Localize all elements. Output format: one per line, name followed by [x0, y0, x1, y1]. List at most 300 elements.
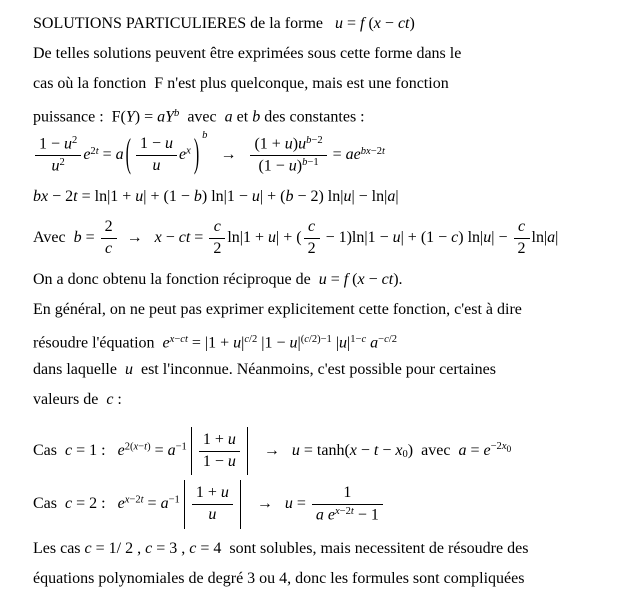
superscript: [125, 495, 144, 506]
formula-log-expansion: [33, 182, 624, 212]
math-variable: c: [451, 229, 459, 247]
math-text: avec: [179, 108, 225, 126]
math-variable: c: [189, 539, 197, 557]
fraction-denominator: [35, 156, 81, 177]
math-text: ) ln|1 −: [201, 188, 252, 206]
math-text: − 1)ln|1 −: [321, 229, 393, 247]
math-text: 1: [343, 484, 352, 502]
superscript: [361, 146, 385, 157]
math-text: puissance : F(: [33, 108, 126, 126]
math-text: (: [364, 15, 374, 32]
math-text: =: [190, 229, 208, 247]
math-text: 2: [104, 218, 113, 236]
math-variable: u: [298, 135, 307, 153]
fraction-denominator: [514, 239, 530, 260]
math-variable: a: [547, 229, 556, 247]
fraction-denominator: [101, 239, 117, 260]
text-run: [532, 229, 559, 246]
math-text: valeurs de: [33, 390, 107, 408]
math-variable: u: [233, 333, 242, 351]
math-variable: t: [140, 495, 144, 507]
subscript: [507, 445, 512, 455]
fraction-numerator: [250, 134, 326, 156]
math-text: →: [251, 441, 292, 459]
math-variable: u: [288, 157, 297, 175]
math-variable: t: [73, 188, 78, 206]
math-variable: x: [124, 495, 130, 507]
math-text: 1 +: [202, 430, 228, 448]
math-variable: c: [384, 333, 389, 345]
fraction: [199, 430, 240, 473]
math-text: −: [138, 441, 145, 453]
math-text: De telles solutions peuvent être exprimées sous cette forme dans le: [33, 45, 462, 62]
math-variable: t: [373, 441, 379, 459]
fraction-denominator: [304, 239, 320, 260]
math-text: −2: [490, 441, 502, 453]
math-text: (: [348, 270, 358, 288]
math-text: Les cas: [33, 539, 85, 557]
text-run: [322, 229, 512, 246]
math-variable: u: [124, 360, 133, 378]
math-text: →: [118, 229, 155, 247]
math-text: −: [378, 333, 385, 345]
math-variable: u: [64, 135, 73, 153]
math-variable: f: [343, 270, 349, 288]
text-run: [329, 146, 361, 163]
text-run: [33, 442, 125, 459]
math-text: −2: [370, 145, 382, 157]
math-text: et: [232, 108, 253, 126]
math-text: Cas: [33, 441, 65, 459]
absolute-value-bars: [184, 480, 241, 529]
math-text: ): [292, 135, 299, 153]
fraction: [136, 134, 177, 177]
math-text: −1: [168, 495, 180, 507]
math-variable: c: [213, 218, 221, 236]
math-text: =: [326, 270, 344, 288]
math-variable: u: [291, 441, 300, 459]
fraction: [514, 217, 530, 260]
superscript: [186, 146, 191, 157]
group-exponent: [202, 130, 207, 141]
para-general-1: [33, 295, 624, 325]
superscript: [60, 157, 65, 168]
fraction: [101, 217, 117, 260]
math-variable: b: [174, 108, 180, 119]
math-variable: x: [133, 441, 139, 453]
math-text: −: [378, 441, 396, 459]
math-variable: a: [458, 441, 467, 459]
math-variable: x: [395, 441, 403, 459]
math-variable: bx: [360, 145, 371, 157]
text-run: [258, 157, 302, 174]
math-text: En général, on ne peut pas exprimer explicitement cette fonction, c'est à dire: [33, 300, 522, 318]
math-text: | + (1 −: [143, 188, 194, 206]
math-text: 0: [506, 445, 512, 456]
math-text: −2: [129, 495, 141, 507]
text-run: [39, 135, 72, 152]
math-variable: ct: [381, 270, 394, 288]
superscript: [350, 334, 366, 345]
math-text: = 2 :: [72, 495, 118, 513]
para-intro-2: [33, 69, 624, 99]
math-variable: ct: [180, 333, 188, 345]
math-text: 0: [402, 448, 408, 460]
text-run: [33, 15, 415, 32]
text-run: [119, 229, 208, 246]
text-run: [354, 506, 379, 523]
superscript: [490, 441, 512, 456]
fraction-numerator: [304, 217, 320, 239]
math-variable: u: [51, 157, 60, 175]
absolute-value-bars: [191, 427, 248, 476]
math-variable: u: [392, 229, 401, 247]
math-variable: u: [483, 229, 492, 247]
text-run: [33, 391, 122, 408]
math-variable: c: [304, 333, 309, 345]
math-text: ): [147, 441, 151, 453]
text-run: [33, 570, 524, 587]
math-text: (1 +: [254, 135, 285, 153]
close-paren: ): [193, 133, 200, 176]
math-text: |: [395, 188, 399, 206]
math-text: = ln|1 +: [77, 188, 136, 206]
math-text: (: [300, 333, 305, 345]
text-run: [33, 334, 170, 351]
math-variable: e: [483, 441, 491, 459]
superscript: [176, 441, 187, 452]
text-run: [33, 45, 461, 62]
math-text: résoudre l'équation: [33, 333, 163, 351]
text-run: [332, 334, 350, 351]
math-text: ) ln|: [458, 229, 484, 247]
superscript: [378, 334, 397, 345]
math-text: ): [409, 15, 415, 32]
math-text: 2: [59, 157, 65, 169]
math-variable: e: [117, 495, 125, 513]
para-general-2: [33, 355, 624, 385]
para-power-definition: [33, 99, 624, 129]
math-variable: aY: [157, 108, 175, 126]
math-variable: c: [84, 539, 92, 557]
formula-b-substitution: [33, 217, 624, 260]
math-text: SOLUTIONS PARTICULIERES de la forme: [33, 15, 335, 32]
math-text: =: [292, 495, 310, 513]
formula-case-c2: [33, 480, 624, 529]
fraction: [304, 217, 320, 260]
math-variable: a: [387, 188, 396, 206]
math-variable: u: [284, 495, 293, 513]
math-variable: b: [306, 135, 312, 146]
para-intro-1: [33, 39, 624, 69]
math-text: des constantes :: [260, 108, 365, 126]
math-variable: x: [334, 505, 340, 517]
math-text: |: [297, 333, 301, 351]
fraction: [250, 134, 326, 177]
math-text: −: [380, 15, 398, 32]
text-run: [33, 361, 496, 378]
text-run: [208, 146, 248, 163]
math-variable: c: [105, 239, 113, 257]
fraction-denominator: [312, 505, 383, 526]
text-run: [33, 271, 403, 288]
math-variable: u: [334, 15, 343, 32]
math-text: −1: [307, 157, 319, 169]
math-variable: f: [360, 15, 365, 32]
text-run: [144, 495, 169, 512]
fraction-numerator: [35, 134, 81, 156]
fraction-denominator: [199, 452, 240, 473]
math-text: ): [296, 157, 303, 175]
math-variable: c: [145, 539, 153, 557]
math-variable: bx: [33, 188, 49, 206]
math-variable: c: [65, 495, 73, 513]
formula-implicit-equation: [33, 325, 624, 355]
math-variable: u: [220, 484, 229, 502]
fraction: [192, 483, 233, 526]
math-text: 2: [307, 239, 316, 257]
math-text: 2(: [124, 441, 134, 453]
superscript: [301, 334, 332, 345]
math-variable: b: [302, 157, 308, 169]
math-variable: u: [135, 188, 144, 206]
superscript: [72, 135, 77, 146]
math-text: −: [161, 229, 179, 247]
math-text: 1 −: [39, 135, 65, 153]
open-paren: (: [125, 133, 131, 176]
math-variable: u: [227, 452, 236, 470]
math-variable: c: [65, 441, 73, 459]
fraction: [35, 134, 81, 177]
math-text: =: [98, 146, 116, 164]
math-text: =: [143, 495, 161, 513]
text-run: [188, 334, 244, 351]
math-variable: u: [268, 229, 276, 247]
math-text: |: [347, 333, 351, 351]
math-text: −: [356, 441, 374, 459]
math-text: →: [208, 146, 249, 164]
text-run: [33, 301, 522, 318]
para-conclusion-2: [33, 564, 624, 594]
math-text: −1: [175, 441, 187, 453]
para-conclusion-1: [33, 534, 624, 564]
text-run: [252, 442, 403, 459]
math-text: ) avec: [407, 441, 459, 459]
math-text: 1 −: [202, 452, 228, 470]
math-variable: u: [289, 333, 298, 351]
fraction-numerator: [192, 483, 233, 505]
math-text: /2: [249, 333, 258, 345]
fraction: [312, 483, 383, 526]
math-text: équations polynomiales de degré 3 ou 4, donc les formules sont compliquées: [33, 569, 525, 587]
para-values-of-c: [33, 385, 624, 415]
math-text: |: [241, 333, 245, 351]
math-text: 2: [72, 135, 78, 146]
text-run: [245, 495, 310, 512]
math-text: cas où la fonction F n'est plus quelconque, mais est une fonction: [33, 75, 449, 92]
math-text: | + (: [259, 188, 286, 206]
math-text: = 3 ,: [152, 539, 190, 557]
math-text: | − ln|: [351, 188, 388, 206]
math-text: =: [328, 146, 346, 164]
text-run: [227, 229, 301, 246]
math-variable: b: [202, 130, 208, 142]
math-text: = tanh(: [299, 441, 350, 459]
math-variable: e: [83, 146, 91, 164]
fraction-numerator: [101, 217, 117, 239]
text-run: [257, 334, 300, 351]
math-text: = 1/ 2 ,: [91, 539, 146, 557]
fraction-numerator: [209, 217, 225, 239]
math-variable: x: [501, 441, 507, 453]
math-text: ln|: [531, 229, 548, 247]
math-variable: a: [224, 108, 233, 126]
math-text: :: [113, 390, 122, 408]
math-text: = |1 +: [187, 333, 234, 351]
math-variable: ct: [397, 15, 410, 32]
superscript: [90, 146, 98, 157]
math-variable: x: [357, 270, 365, 288]
math-variable: u: [318, 270, 327, 288]
math-text: 2: [90, 145, 96, 157]
math-text: 1 −: [140, 135, 166, 153]
math-text: est l'inconnue. Néanmoins, c'est possible pour certaines: [132, 360, 496, 378]
math-text: = 4 sont solubles, mais necessitent de résoudre des: [196, 539, 529, 557]
document-content: [33, 9, 624, 594]
math-variable: e: [179, 146, 187, 164]
fraction-denominator: [250, 156, 326, 177]
math-variable: t: [144, 441, 148, 453]
math-text: On a donc obtenu la fonction réciproque de: [33, 270, 319, 288]
para-reciprocal: [33, 265, 624, 295]
text-run: [33, 108, 174, 125]
text-run: [52, 157, 60, 174]
math-variable: b: [252, 108, 261, 126]
superscript: [302, 157, 319, 168]
title-line: [33, 9, 624, 39]
math-text: = 1 :: [72, 441, 118, 459]
fraction-denominator: [192, 505, 233, 526]
math-text: =: [150, 441, 168, 459]
math-text: ) =: [134, 108, 158, 126]
text-run: [33, 188, 399, 205]
math-text: =: [342, 15, 361, 32]
math-variable: ct: [178, 229, 191, 247]
formula-case-c1: [33, 427, 624, 476]
math-variable: a: [160, 495, 169, 513]
math-variable: c: [361, 333, 367, 345]
math-text: − 1: [353, 506, 379, 524]
math-text: − 2) ln|: [293, 188, 344, 206]
math-text: Cas: [33, 495, 65, 513]
math-variable: u: [251, 188, 260, 206]
math-text: (1 −: [258, 157, 289, 175]
text-run: [408, 442, 491, 459]
math-variable: c: [308, 218, 316, 236]
math-variable: e: [117, 441, 125, 459]
math-text: |: [555, 229, 559, 247]
math-variable: u: [227, 430, 236, 448]
math-variable: c: [244, 333, 250, 345]
math-text: −2: [339, 505, 351, 517]
math-text: =: [466, 441, 484, 459]
math-variable: c: [517, 218, 526, 236]
math-text: | + (1 −: [400, 229, 452, 247]
superscript: [125, 441, 151, 452]
math-text: /2: [388, 333, 398, 345]
math-variable: u: [208, 506, 217, 524]
superscript: [170, 334, 188, 345]
math-variable: c: [106, 390, 114, 408]
math-variable: b: [193, 188, 202, 206]
math-text: /2)−1: [308, 333, 332, 345]
math-variable: x: [186, 145, 191, 157]
math-variable: ae: [345, 146, 361, 164]
superscript: [306, 135, 323, 146]
math-text: −: [364, 270, 382, 288]
fraction: [209, 217, 225, 260]
math-text: | + (: [276, 229, 302, 247]
fraction-numerator: [136, 134, 177, 156]
superscript: [244, 334, 257, 345]
fraction-numerator: [199, 430, 240, 452]
math-text: 2: [213, 239, 222, 257]
math-variable: x: [373, 15, 381, 32]
fraction-numerator: [514, 217, 530, 239]
superscript: [169, 495, 180, 506]
text-run: [33, 229, 99, 246]
math-variable: Y: [125, 108, 135, 126]
math-text: | −: [491, 229, 512, 247]
math-variable: a: [167, 441, 176, 459]
math-variable: x: [169, 333, 175, 345]
math-text: 1 +: [195, 484, 221, 502]
text-run: [366, 334, 378, 351]
formula-power-substitution: [33, 130, 624, 177]
math-variable: t: [95, 145, 99, 157]
math-variable: u: [165, 135, 174, 153]
math-variable: u: [343, 188, 352, 206]
math-variable: a e: [315, 506, 335, 524]
math-text: ln|1 +: [227, 229, 268, 247]
math-variable: a: [115, 146, 124, 164]
math-text: dans laquelle: [33, 360, 125, 378]
text-run: [491, 441, 507, 452]
math-text: |1 −: [257, 333, 290, 351]
math-variable: u: [339, 333, 348, 351]
paren-body: [132, 134, 193, 177]
math-text: −: [174, 333, 181, 345]
math-text: |: [331, 333, 340, 351]
superscript: [335, 506, 354, 517]
math-variable: x: [349, 441, 357, 459]
math-text: ).: [393, 270, 403, 288]
math-variable: e: [162, 333, 170, 351]
math-variable: b: [73, 229, 82, 247]
math-variable: x: [154, 229, 162, 247]
text-run: [33, 540, 528, 557]
text-run: [316, 506, 335, 523]
fraction-denominator: [209, 239, 225, 260]
math-variable: u: [152, 157, 161, 175]
math-variable: a: [370, 333, 379, 351]
text-run: [179, 108, 364, 125]
math-text: −2: [311, 135, 323, 146]
math-text: =: [81, 229, 99, 247]
math-variable: u: [284, 135, 293, 153]
parenthesized-group: [125, 130, 208, 177]
text-run: [33, 75, 449, 92]
